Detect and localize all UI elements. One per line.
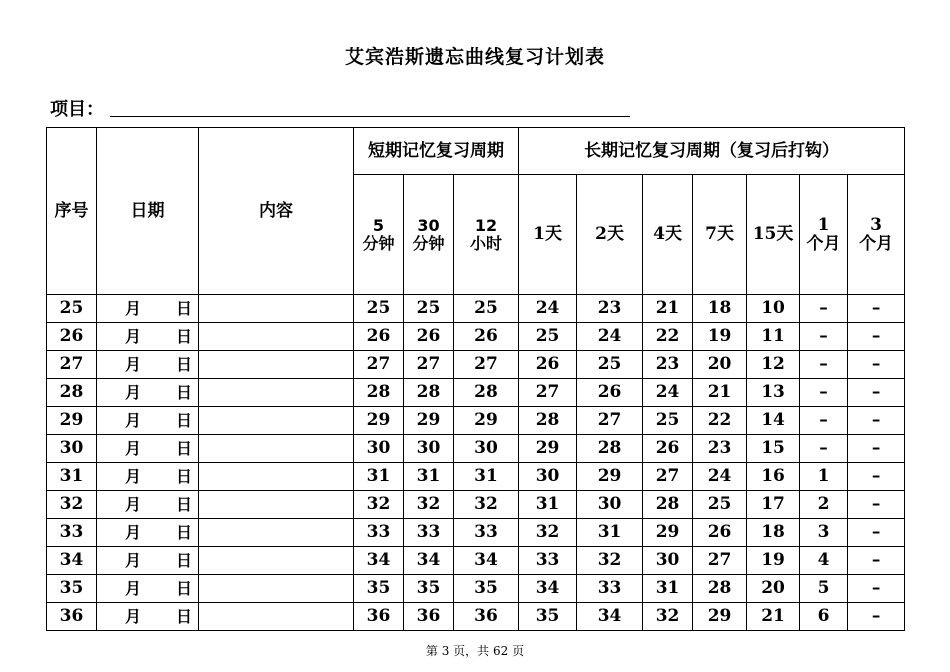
content-cell[interactable] [199,603,354,631]
review-cell-m1[interactable]: – [800,351,848,379]
content-cell[interactable] [199,379,354,407]
review-cell-s30[interactable]: 28 [404,379,454,407]
review-cell-d2[interactable]: 29 [577,463,643,491]
review-cell-d7[interactable]: 22 [693,407,747,435]
table-row [47,379,905,407]
table-row [47,407,905,435]
review-cell-s12[interactable]: 30 [454,435,519,463]
header-interval-9 [848,175,905,295]
seq-cell: 36 [47,603,97,631]
review-cell-d1[interactable]: 34 [519,575,577,603]
review-cell-d7[interactable]: 29 [693,603,747,631]
review-cell-s5[interactable]: 32 [354,491,404,519]
review-cell-m3[interactable]: – [848,407,905,435]
review-cell-d15[interactable]: 14 [747,407,800,435]
review-cell-s30[interactable]: 29 [404,407,454,435]
interval-amount: 30 [417,215,440,235]
review-cell-d1[interactable]: 24 [519,295,577,323]
month-label: 月 [125,522,142,542]
date-cell[interactable] [97,379,199,407]
review-cell-d2[interactable]: 25 [577,351,643,379]
review-cell-d15[interactable]: 17 [747,491,800,519]
review-cell-s12[interactable]: 27 [454,351,519,379]
review-cell-d15[interactable]: 15 [747,435,800,463]
interval-unit: 小时 [470,233,503,253]
review-cell-d15[interactable]: 19 [747,547,800,575]
interval-amount: 1天 [533,224,562,245]
review-cell-d4[interactable]: 31 [643,575,693,603]
header-content: 内容 [199,128,354,295]
day-label: 日 [175,298,192,318]
header-interval-4 [577,175,643,295]
review-schedule-table [46,127,905,631]
review-cell-s5[interactable]: 25 [354,295,404,323]
review-cell-d7[interactable]: 24 [693,463,747,491]
seq-cell: 32 [47,491,97,519]
seq-cell: 34 [47,547,97,575]
table-row [47,295,905,323]
header-interval-2 [454,175,519,295]
review-cell-s30[interactable]: 30 [404,435,454,463]
review-cell-s30[interactable]: 35 [404,575,454,603]
review-cell-s5[interactable]: 28 [354,379,404,407]
review-cell-d2[interactable]: 33 [577,575,643,603]
month-label: 月 [125,606,142,626]
review-cell-s30[interactable]: 25 [404,295,454,323]
review-cell-m3[interactable]: – [848,491,905,519]
month-label: 月 [125,578,142,598]
interval-unit: 分钟 [362,233,395,253]
date-cell[interactable] [97,351,199,379]
review-cell-m3[interactable]: – [848,435,905,463]
date-cell[interactable] [97,491,199,519]
review-cell-s5[interactable]: 27 [354,351,404,379]
table-row [47,547,905,575]
review-cell-d7[interactable]: 18 [693,295,747,323]
date-cell[interactable] [97,323,199,351]
review-cell-s30[interactable]: 26 [404,323,454,351]
review-cell-d4[interactable]: 25 [643,407,693,435]
review-cell-m3[interactable]: – [848,351,905,379]
table-row [47,435,905,463]
review-cell-m3[interactable]: – [848,379,905,407]
content-cell[interactable] [199,323,354,351]
review-cell-d15[interactable]: 11 [747,323,800,351]
table-row [47,603,905,631]
day-label: 日 [175,354,192,374]
review-cell-s5[interactable]: 29 [354,407,404,435]
review-cell-d4[interactable]: 28 [643,491,693,519]
review-cell-s5[interactable]: 33 [354,519,404,547]
review-cell-s12[interactable]: 32 [454,491,519,519]
review-cell-d1[interactable]: 28 [519,407,577,435]
review-cell-m1[interactable]: 5 [800,575,848,603]
review-cell-s5[interactable]: 26 [354,323,404,351]
month-label: 月 [125,354,142,374]
day-label: 日 [175,382,192,402]
table-row [47,351,905,379]
review-cell-d4[interactable]: 22 [643,323,693,351]
review-cell-s12[interactable]: 33 [454,519,519,547]
seq-cell: 26 [47,323,97,351]
review-cell-d2[interactable]: 24 [577,323,643,351]
month-label: 月 [125,466,142,486]
review-cell-s12[interactable]: 29 [454,407,519,435]
month-label: 月 [125,494,142,514]
table-row [47,519,905,547]
review-cell-d15[interactable]: 12 [747,351,800,379]
review-cell-s30[interactable]: 32 [404,491,454,519]
review-cell-s5[interactable]: 30 [354,435,404,463]
review-cell-d7[interactable]: 23 [693,435,747,463]
table-row [47,323,905,351]
review-cell-d2[interactable]: 28 [577,435,643,463]
review-cell-m1[interactable]: 6 [800,603,848,631]
review-cell-s30[interactable]: 34 [404,547,454,575]
review-cell-d4[interactable]: 30 [643,547,693,575]
day-label: 日 [175,466,192,486]
review-cell-s12[interactable]: 34 [454,547,519,575]
review-cell-s12[interactable]: 36 [454,603,519,631]
review-cell-d1[interactable]: 27 [519,379,577,407]
interval-unit: 个月 [859,233,894,254]
page-title: 艾宾浩斯遗忘曲线复习计划表 [344,46,605,68]
seq-cell: 30 [47,435,97,463]
review-cell-d7[interactable]: 25 [693,491,747,519]
interval-amount: 7天 [705,224,734,245]
day-label: 日 [175,550,192,570]
header-seq: 序号 [47,128,97,295]
day-label: 日 [175,326,192,346]
review-cell-m1[interactable]: – [800,323,848,351]
review-cell-d15[interactable]: 10 [747,295,800,323]
review-cell-d2[interactable]: 34 [577,603,643,631]
review-cell-s12[interactable]: 28 [454,379,519,407]
review-cell-d1[interactable]: 30 [519,463,577,491]
day-label: 日 [175,438,192,458]
header-interval-1 [404,175,454,295]
header-short-term: 短期记忆复习周期 [354,128,519,175]
review-cell-d7[interactable]: 27 [693,547,747,575]
date-cell[interactable] [97,407,199,435]
review-cell-d4[interactable]: 23 [643,351,693,379]
review-cell-s5[interactable]: 31 [354,463,404,491]
date-cell[interactable] [97,295,199,323]
month-label: 月 [125,410,142,430]
content-cell[interactable] [199,519,354,547]
review-cell-d2[interactable]: 26 [577,379,643,407]
review-cell-d15[interactable]: 20 [747,575,800,603]
header-interval-6 [693,175,747,295]
month-label: 月 [125,438,142,458]
review-cell-d7[interactable]: 26 [693,519,747,547]
review-cell-d7[interactable]: 19 [693,323,747,351]
review-cell-d2[interactable]: 23 [577,295,643,323]
review-cell-s30[interactable]: 31 [404,463,454,491]
interval-amount: 4天 [653,224,682,245]
review-cell-m1[interactable]: – [800,407,848,435]
day-label: 日 [175,522,192,542]
review-cell-s12[interactable]: 26 [454,323,519,351]
review-cell-d15[interactable]: 16 [747,463,800,491]
review-cell-d4[interactable]: 29 [643,519,693,547]
review-cell-s12[interactable]: 25 [454,295,519,323]
project-label: 项目： [50,99,104,120]
header-interval-5 [643,175,693,295]
review-cell-d4[interactable]: 24 [643,379,693,407]
review-cell-m1[interactable]: 2 [800,491,848,519]
interval-amount: 5 [372,215,385,235]
header-interval-8 [800,175,848,295]
review-cell-d4[interactable]: 21 [643,295,693,323]
seq-cell: 29 [47,407,97,435]
review-cell-s30[interactable]: 33 [404,519,454,547]
review-cell-d15[interactable]: 13 [747,379,800,407]
content-cell[interactable] [199,435,354,463]
project-input-line[interactable] [110,116,630,117]
review-cell-m1[interactable]: 1 [800,463,848,491]
table-row [47,463,905,491]
content-cell[interactable] [199,407,354,435]
review-cell-d2[interactable]: 30 [577,491,643,519]
review-cell-m3[interactable]: – [848,603,905,631]
review-cell-m3[interactable]: – [848,519,905,547]
date-cell[interactable] [97,575,199,603]
date-cell[interactable] [97,463,199,491]
review-cell-s5[interactable]: 35 [354,575,404,603]
review-cell-d2[interactable]: 31 [577,519,643,547]
seq-cell: 33 [47,519,97,547]
seq-cell: 25 [47,295,97,323]
review-cell-d4[interactable]: 32 [643,603,693,631]
interval-amount: 15天 [752,224,794,245]
review-cell-d1[interactable]: 33 [519,547,577,575]
month-label: 月 [125,298,142,318]
review-cell-d4[interactable]: 27 [643,463,693,491]
content-cell[interactable] [199,547,354,575]
review-cell-s5[interactable]: 34 [354,547,404,575]
seq-cell: 27 [47,351,97,379]
seq-cell: 28 [47,379,97,407]
day-label: 日 [175,410,192,430]
review-cell-s12[interactable]: 35 [454,575,519,603]
interval-unit: 个月 [806,233,841,254]
date-cell[interactable] [97,547,199,575]
page-footer: 第 3 页，共 62 页 [425,644,525,658]
date-cell[interactable] [97,603,199,631]
seq-cell: 35 [47,575,97,603]
review-cell-s12[interactable]: 31 [454,463,519,491]
date-cell[interactable] [97,519,199,547]
review-cell-m3[interactable]: – [848,547,905,575]
review-cell-m3[interactable]: – [848,575,905,603]
review-cell-s30[interactable]: 27 [404,351,454,379]
content-cell[interactable] [199,575,354,603]
review-cell-d1[interactable]: 31 [519,491,577,519]
header-interval-0 [354,175,404,295]
seq-cell: 31 [47,463,97,491]
review-cell-m3[interactable]: – [848,295,905,323]
content-cell[interactable] [199,463,354,491]
month-label: 月 [125,550,142,570]
interval-amount: 3 [870,214,882,235]
table-row [47,575,905,603]
review-cell-d4[interactable]: 26 [643,435,693,463]
review-cell-s5[interactable]: 36 [354,603,404,631]
review-cell-m3[interactable]: – [848,463,905,491]
header-interval-3 [519,175,577,295]
review-cell-m3[interactable]: – [848,323,905,351]
interval-amount: 12 [474,215,498,235]
day-label: 日 [175,494,192,514]
review-cell-m1[interactable]: 4 [800,547,848,575]
review-cell-d1[interactable]: 29 [519,435,577,463]
review-cell-m1[interactable]: – [800,379,848,407]
review-cell-d7[interactable]: 28 [693,575,747,603]
day-label: 日 [175,606,192,626]
date-cell[interactable] [97,435,199,463]
review-cell-d2[interactable]: 27 [577,407,643,435]
review-cell-d1[interactable]: 32 [519,519,577,547]
interval-amount: 1 [817,214,830,235]
interval-amount: 2天 [595,224,624,245]
content-cell[interactable] [199,491,354,519]
review-cell-d7[interactable]: 21 [693,379,747,407]
review-cell-d2[interactable]: 32 [577,547,643,575]
review-cell-d15[interactable]: 18 [747,519,800,547]
review-cell-d1[interactable]: 35 [519,603,577,631]
content-cell[interactable] [199,295,354,323]
header-date: 日期 [97,128,199,295]
interval-unit: 分钟 [412,233,445,253]
header-long-term: 长期记忆复习周期（复习后打钩） [519,128,905,175]
review-cell-d15[interactable]: 21 [747,603,800,631]
month-label: 月 [125,326,142,346]
review-cell-d1[interactable]: 26 [519,351,577,379]
review-cell-d1[interactable]: 25 [519,323,577,351]
table-row [47,491,905,519]
review-cell-m1[interactable]: 3 [800,519,848,547]
review-cell-d7[interactable]: 20 [693,351,747,379]
header-interval-7 [747,175,800,295]
day-label: 日 [175,578,192,598]
month-label: 月 [125,382,142,402]
review-cell-m1[interactable]: – [800,435,848,463]
review-cell-s30[interactable]: 36 [404,603,454,631]
review-cell-m1[interactable]: – [800,295,848,323]
content-cell[interactable] [199,351,354,379]
